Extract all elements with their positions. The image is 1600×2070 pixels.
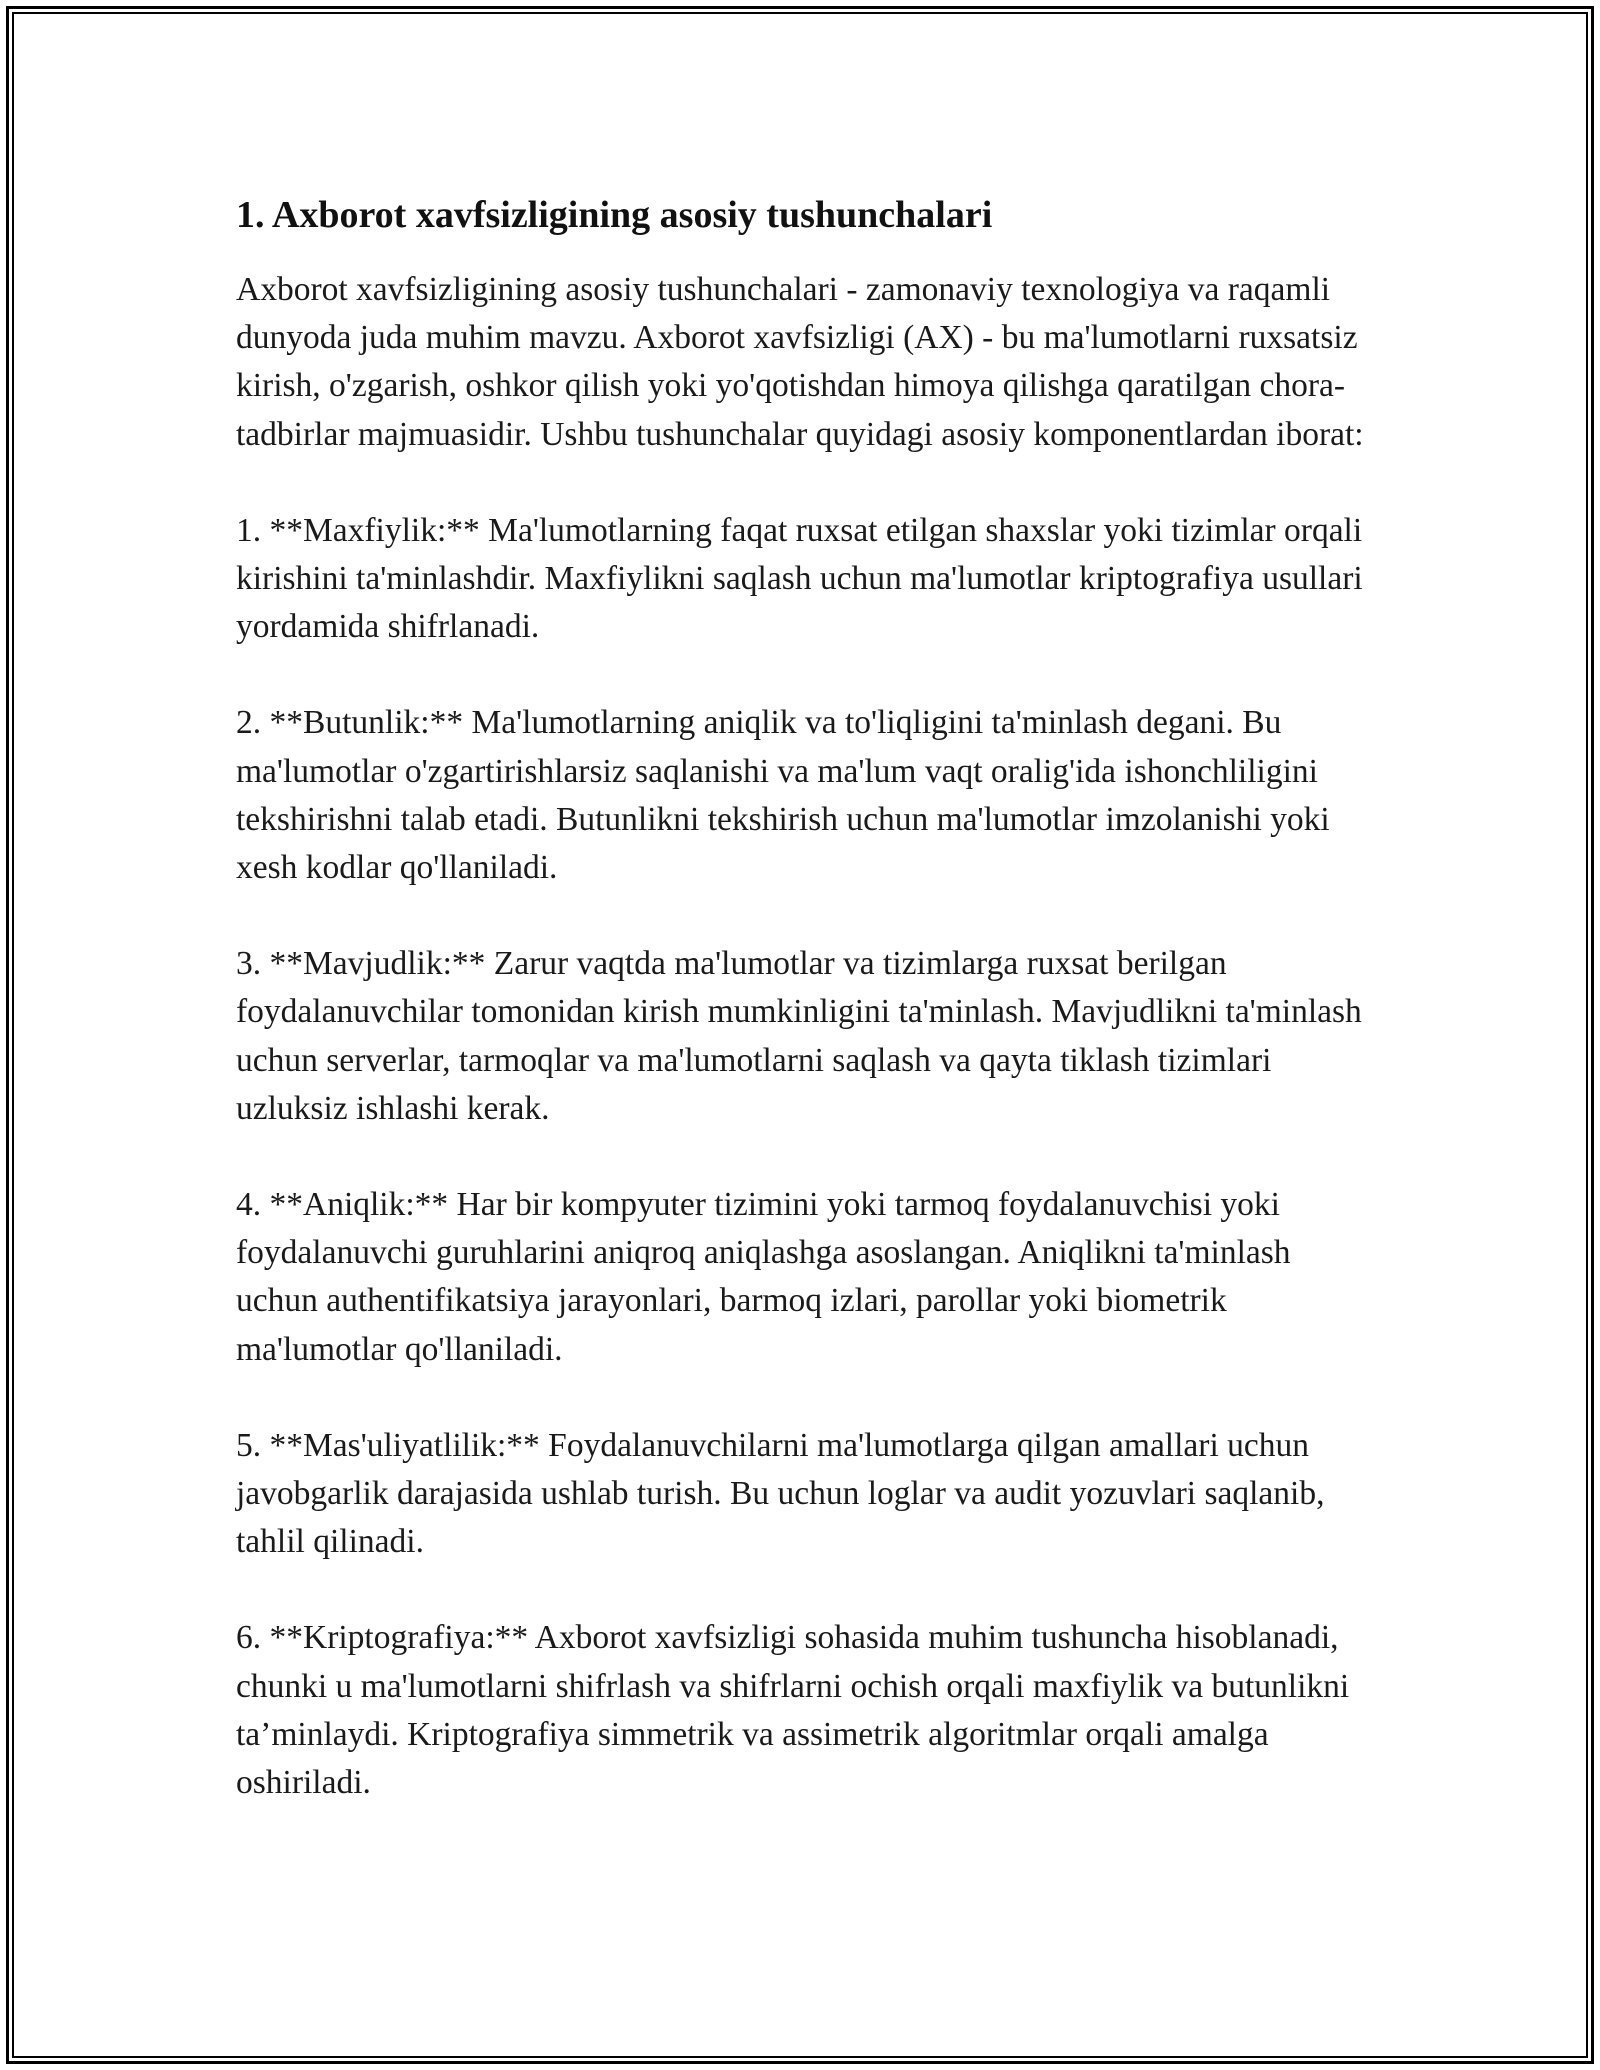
list-item-butunlik: 2. **Butunlik:** Ma'lumotlarning aniqlik va to'liqligini ta'minlash degani. Bu ma'lumotlar o'zgartirishlarsiz saqlanishi va ma'lum vaqt oralig'ida ishonchliligini tekshirishni talab etadi. Butunlikni tekshirish uchun ma'lumotlar imzolanishi yoki xesh kodlar qo'llaniladi. xyxy=(236,704,1330,887)
list-item-masuliyatlilik: 5. **Mas'uliyatlilik:** Foydalanuvchilarni ma'lumotlarga qilgan amallari uchun javobgarlik darajasida ushlab turish. Bu uchun loglar va audit yozuvlari saqlanib, tahlil qilinadi. xyxy=(236,1426,1325,1561)
document-body xyxy=(236,186,1366,1855)
document-title: 1. Axborot xavfsizligining asosiy tushunchalari xyxy=(236,194,993,236)
list-item-maxfiylik: 1. **Maxfiylik:** Ma'lumotlarning faqat ruxsat etilgan shaxslar yoki tizimlar orqali kirishini ta'minlashdir. Maxfiylikni saqlash uchun ma'lumotlar kriptografiya usullari yordamida shifrlanadi. xyxy=(236,511,1363,646)
list-item-kriptografiya: 6. **Kriptografiya:** Axborot xavfsizligi sohasida muhim tushuncha hisoblanadi, chunki u ma'lumotlarni shifrlash va shifrlarni ochish orqali maxfiylik va butunlikni ta’minlaydi. Kriptografiya simmetrik va assimetrik algoritmlar orqali amalga oshiriladi. xyxy=(236,1619,1350,1802)
list-item-mavjudlik: 3. **Mavjudlik:** Zarur vaqtda ma'lumotlar va tizimlarga ruxsat berilgan foydalanuvchilar tomonidan kirish mumkinligini ta'minlash. Mavjudlikni ta'minlash uchun serverlar, tarmoqlar va ma'lumotlarni saqlash va qayta tiklash tizimlari uzluksiz ishlashi kerak. xyxy=(236,945,1362,1127)
list-item-aniqlik: 4. **Aniqlik:** Har bir kompyuter tizimini yoki tarmoq foydalanuvchisi yoki foydalanuvchi guruhlarini aniqroq aniqlashga asoslangan. Aniqlikni ta'minlash uchun authentifikatsiya jarayonlari, barmoq izlari, parollar yoki biometrik ma'lumotlar qo'llaniladi. xyxy=(236,1186,1291,1368)
intro-paragraph: Axborot xavfsizligining asosiy tushunchalari - zamonaviy texnologiya va raqamli dunyoda juda muhim mavzu. Axborot xavfsizligi (AX) - bu ma'lumotlarni ruxsatsiz kirish, o'zgarish, oshkor qilish yoki yo'qotishdan himoya qilishga qaratilgan chora-tadbirlar majmuasidir. Ushbu tushunchalar quyidagi asosiy komponentlardan iborat: xyxy=(236,271,1364,453)
